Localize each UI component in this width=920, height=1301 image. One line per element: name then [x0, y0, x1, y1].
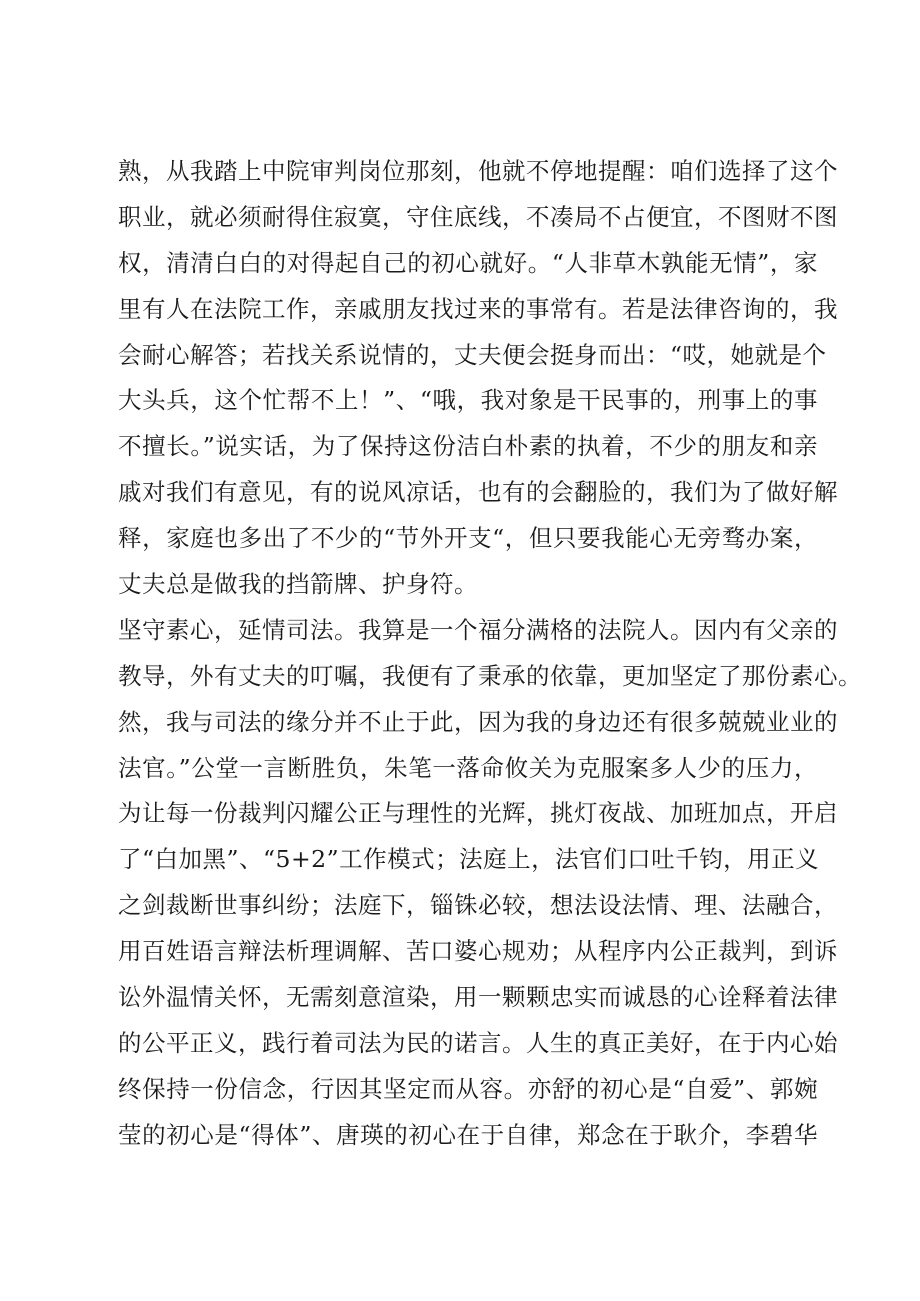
text-line: 讼外温情关怀，无需刻意渲染，用一颗颗忠实而诚恳的心诠释着法律 — [118, 983, 838, 1012]
text-line: 之剑裁断世事纠纷；法庭下，锱铢必较，想法设法情、理、法融合， — [118, 891, 838, 920]
text-line: 教导，外有丈夫的叮嘱，我便有了秉承的依靠，更加坚定了那份素心。 — [118, 661, 862, 690]
text-line: 会耐心解答；若找关系说情的，丈夫便会挺身而出：“哎，她就是个 — [118, 340, 827, 369]
text-line: 职业，就必须耐得住寂寞，守住底线，不凑局不占便宜，不图财不图 — [118, 202, 838, 231]
body-text — [118, 149, 862, 1159]
text-line: 的公平正义，践行着司法为民的诺言。人生的真正美好，在于内心始 — [118, 1028, 838, 1057]
text-line: 然，我与司法的缘分并不止于此，因为我的身边还有很多兢兢业业的 — [118, 707, 838, 736]
text-line: 法官。”公堂一言断胜负，朱笔一落命攸关为克服案多人少的压力， — [118, 753, 818, 782]
text-line: 了“白加黑”、“5+2”工作模式；法庭上，法官们口吐千钧，用正义 — [118, 845, 820, 874]
text-line: 丈夫总是做我的挡箭牌、护身符。 — [118, 570, 478, 599]
text-line: 权，清清白白的对得起自己的初心就好。“人非草木孰能无情”，家 — [118, 248, 818, 277]
text-line: 不擅长。”说实话，为了保持这份洁白朴素的执着，不少的朋友和亲 — [118, 432, 818, 461]
text-line: 大头兵，这个忙帮不上！”、“哦，我对象是干民事的，刑事上的事 — [118, 386, 818, 415]
text-line: 坚守素心，延情司法。我算是一个福分满格的法院人。因内有父亲的 — [118, 615, 838, 644]
text-line: 戚对我们有意见，有的说风凉话，也有的会翻脸的，我们为了做好解 — [118, 478, 838, 507]
text-line: 莹的初心是“得体”、唐瑛的初心在于自律，郑念在于耿介，李碧华 — [118, 1120, 818, 1149]
text-line: 终保持一份信念，行因其坚定而从容。亦舒的初心是“自爱”、郭婉 — [118, 1074, 818, 1103]
text-line: 用百姓语言辩法析理调解、苦口婆心规劝；从程序内公正裁判，到诉 — [118, 937, 838, 966]
text-line: 熟，从我踏上中院审判岗位那刻，他就不停地提醒：咱们选择了这个 — [118, 157, 838, 185]
text-line: 里有人在法院工作，亲戚朋友找过来的事常有。若是法律咨询的，我 — [118, 294, 838, 323]
text-line: 释，家庭也多出了不少的“节外开支“，但只要我能心无旁骛办案， — [118, 524, 818, 553]
text-line: 为让每一份裁判闪耀公正与理性的光辉，挑灯夜战、加班加点，开启 — [118, 799, 838, 828]
